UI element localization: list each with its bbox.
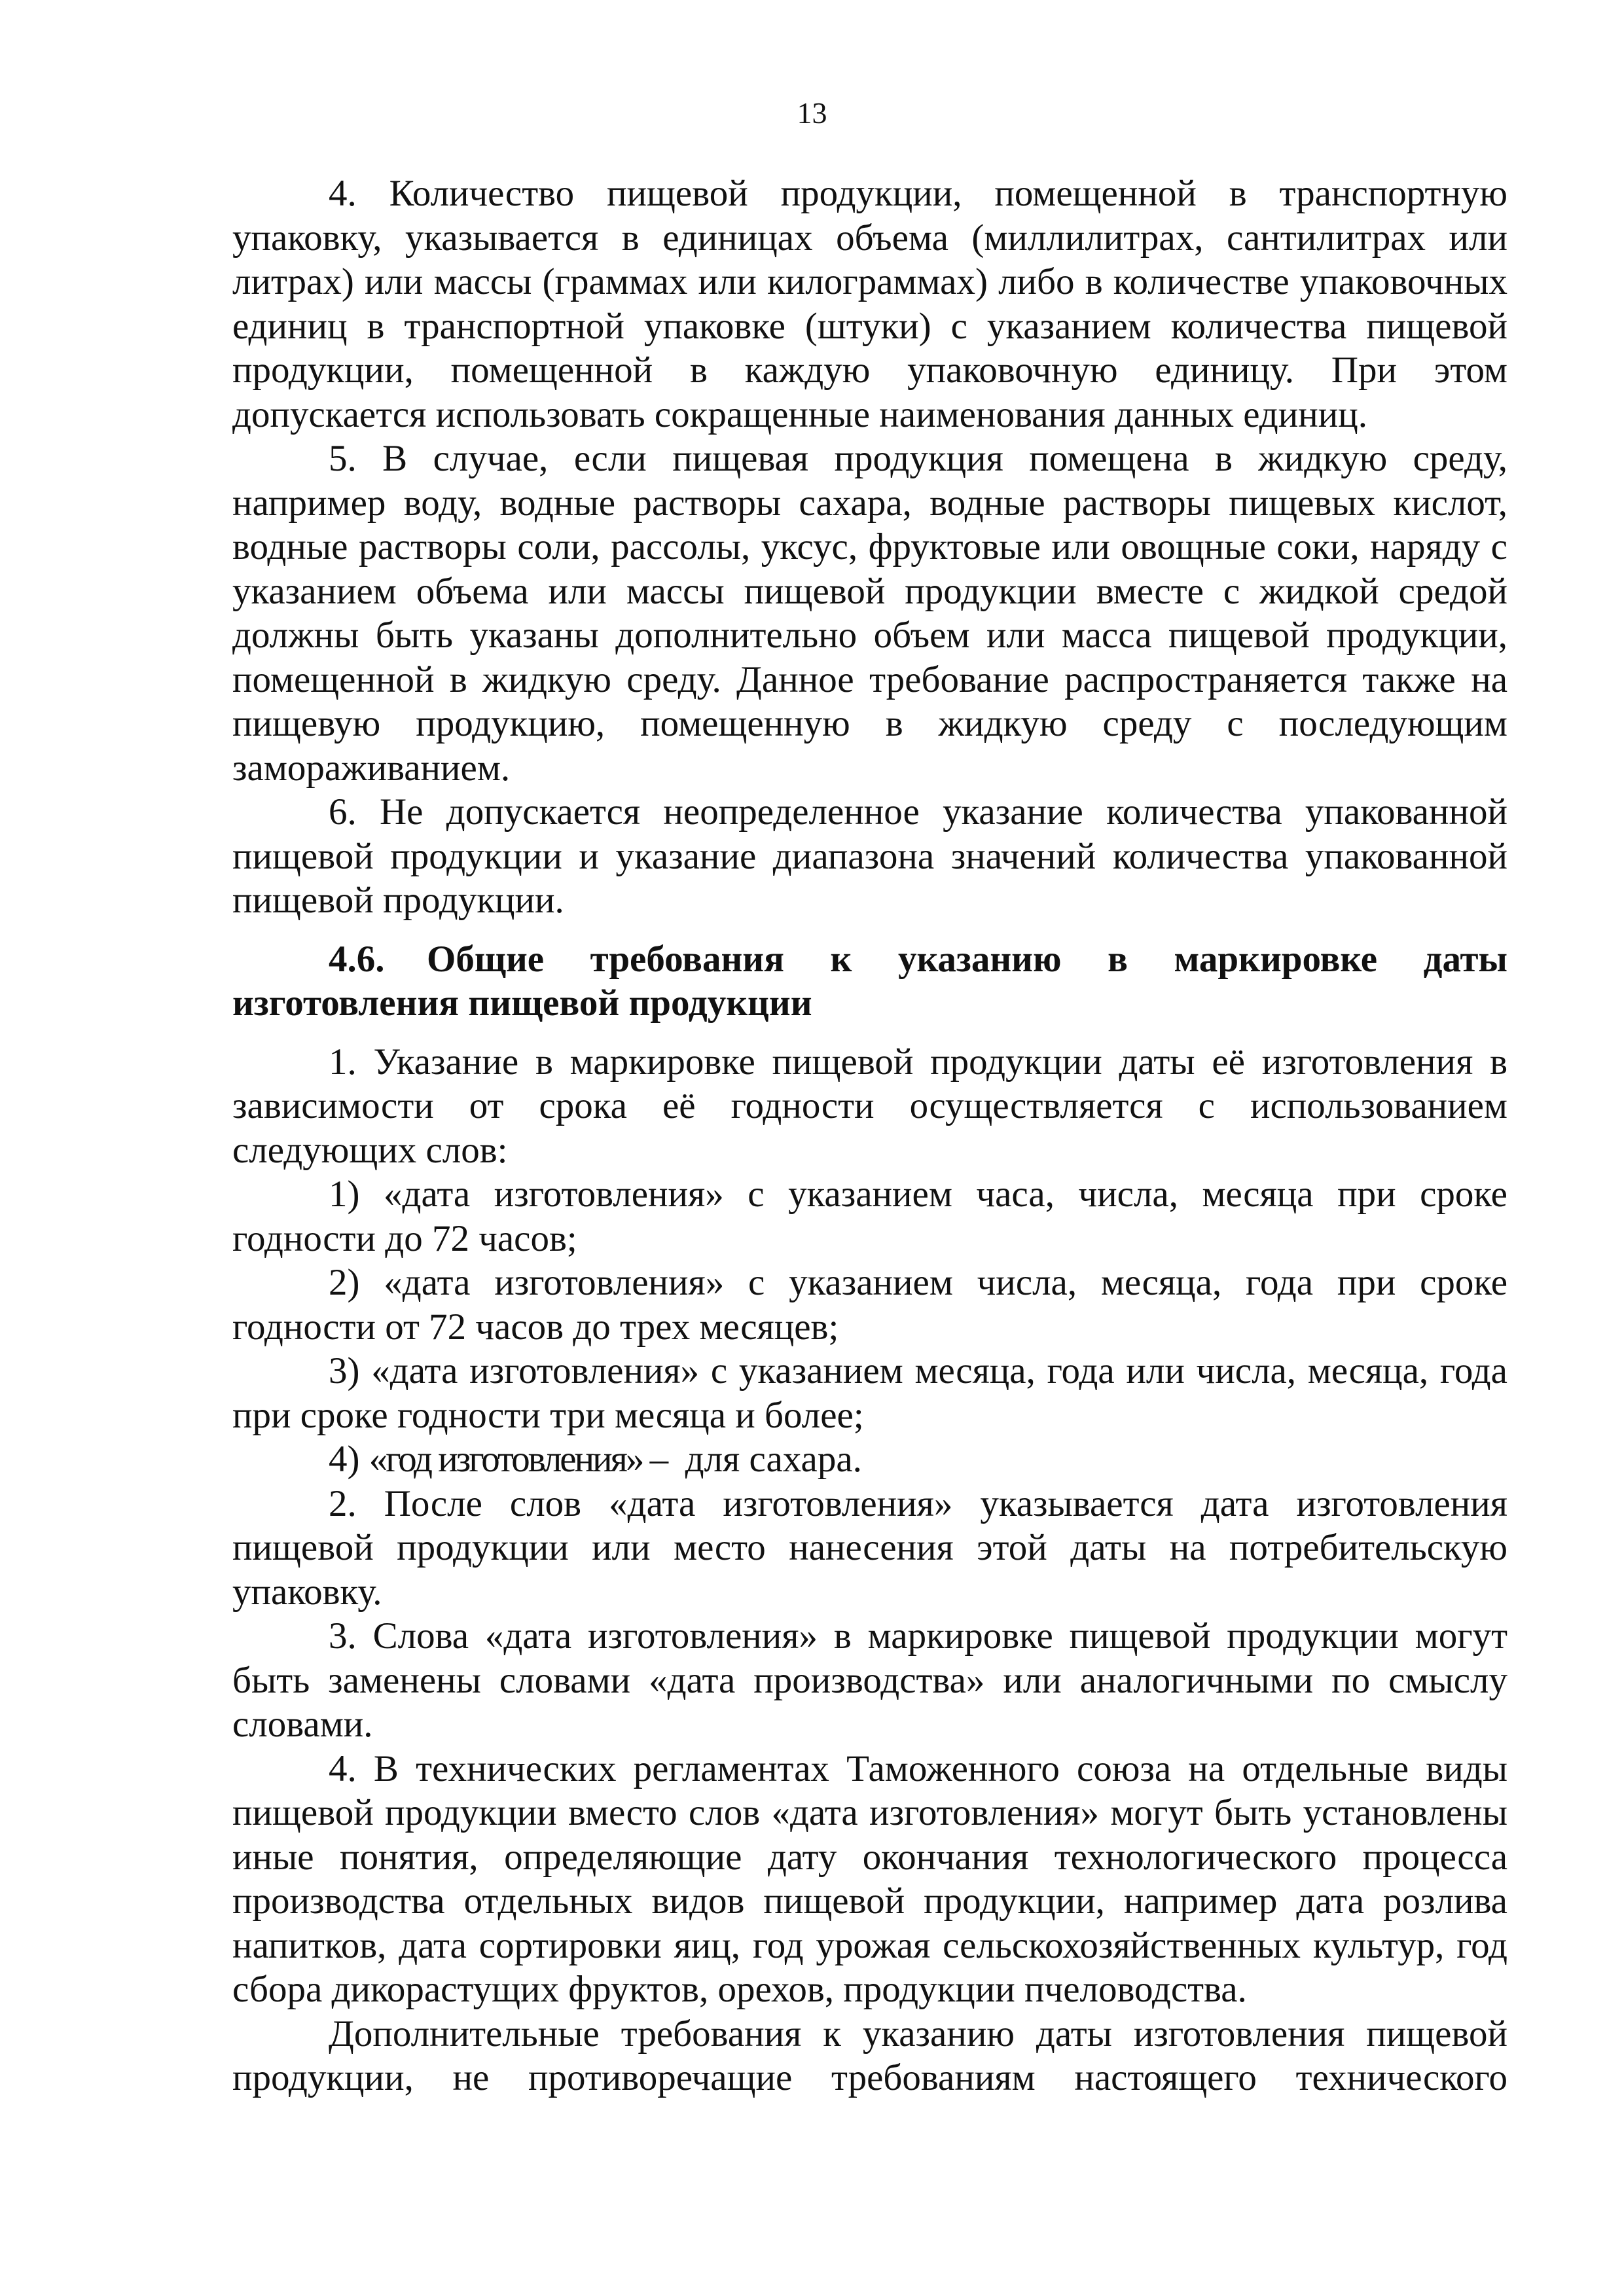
paragraph-4-quantity-transport: 4. Количество пищевой продукции, помещенной в транспортную упаковку, указывается в единицах объема (миллилитрах, сантилитрах или литрах) или массы (граммах или килограммах) либо в количестве упаковочных единиц в транспортной упаковке (штуки) с указанием количества пищевой продукции, помещенной в каждую упаковочную единицу. При этом допускается использовать сокращенные наименования данных единиц.	[232, 173, 1507, 435]
paragraph-2-after-words: 2. После слов «дата изготовления» указывается дата изготовления пищевой продукции или место нанесения этой даты на потребительскую упаковку.	[232, 1482, 1507, 1613]
paragraph-additional-requirements: Дополнительные требования к указанию даты изготовления пищевой продукции, не противоречащие требованиям настоящего технического	[232, 2013, 1507, 2098]
list-item-3: 3) «дата изготовления» с указанием месяца, года или числа, месяца, года при сроке годности три месяца и более;	[232, 1350, 1507, 1436]
page-number: 13	[797, 96, 827, 130]
paragraph-5-liquid-medium: 5. В случае, если пищевая продукция помещена в жидкую среду, например воду, водные растворы сахара, водные растворы пищевых кислот, водные растворы соли, рассолы, уксус, фруктовые или овощные соки, наряду с указанием объема или массы пищевой продукции вместе с жидкой средой должны быть указаны дополнительно объем или масса пищевой продукции, помещенной в жидкую среду. Данное требование распространяется также на пищевую продукцию, помещенную в жидкую среду с последующим замораживанием.	[232, 438, 1507, 789]
list-item-4-prefix: 4)	[329, 1439, 369, 1480]
list-item-1: 1) «дата изготовления» с указанием часа, числа, месяца при сроке годности до 72 часов;	[232, 1174, 1507, 1259]
section-number: 4.6.	[329, 938, 385, 980]
section-title: Общие требования к указанию в маркировке даты изготовления пищевой продукции	[232, 938, 1507, 1024]
paragraph-3-replacement-words: 3. Слова «дата изготовления» в маркировке пищевой продукции могут быть заменены словами «дата производства» или аналогичными по смыслу словами.	[232, 1615, 1507, 1745]
list-item-4-quoted: «год изготовления» –	[369, 1439, 667, 1480]
paragraph-1-manufacture-date: 1. Указание в маркировке пищевой продукции даты её изготовления в зависимости от срока её годности осуществляется с использованием следующих слов:	[232, 1041, 1507, 1171]
page-body	[232, 171, 1507, 2100]
list-item-4	[232, 1437, 1507, 1482]
list-item-2: 2) «дата изготовления» с указанием числа, месяца, года при сроке годности от 72 часов до трех месяцев;	[232, 1262, 1507, 1348]
list-item-4-suffix: для сахара.	[666, 1439, 862, 1480]
section-heading	[232, 937, 1507, 1026]
paragraph-6-indefinite-quantity: 6. Не допускается неопределенное указание количества упакованной пищевой продукции и указание диапазона значений количества упакованной пищевой продукции.	[232, 791, 1507, 921]
paragraph-4-technical-regulations: 4. В технических регламентах Таможенного союза на отдельные виды пищевой продукции вместо слов «дата изготовления» могут быть установлены иные понятия, определяющие дату окончания технологического процесса производства отдельных видов пищевой продукции, например дата розлива напитков, дата сортировки яиц, год урожая сельскохозяйственных культур, год сбора дикорастущих фруктов, орехов, продукции пчеловодства.	[232, 1748, 1507, 2010]
